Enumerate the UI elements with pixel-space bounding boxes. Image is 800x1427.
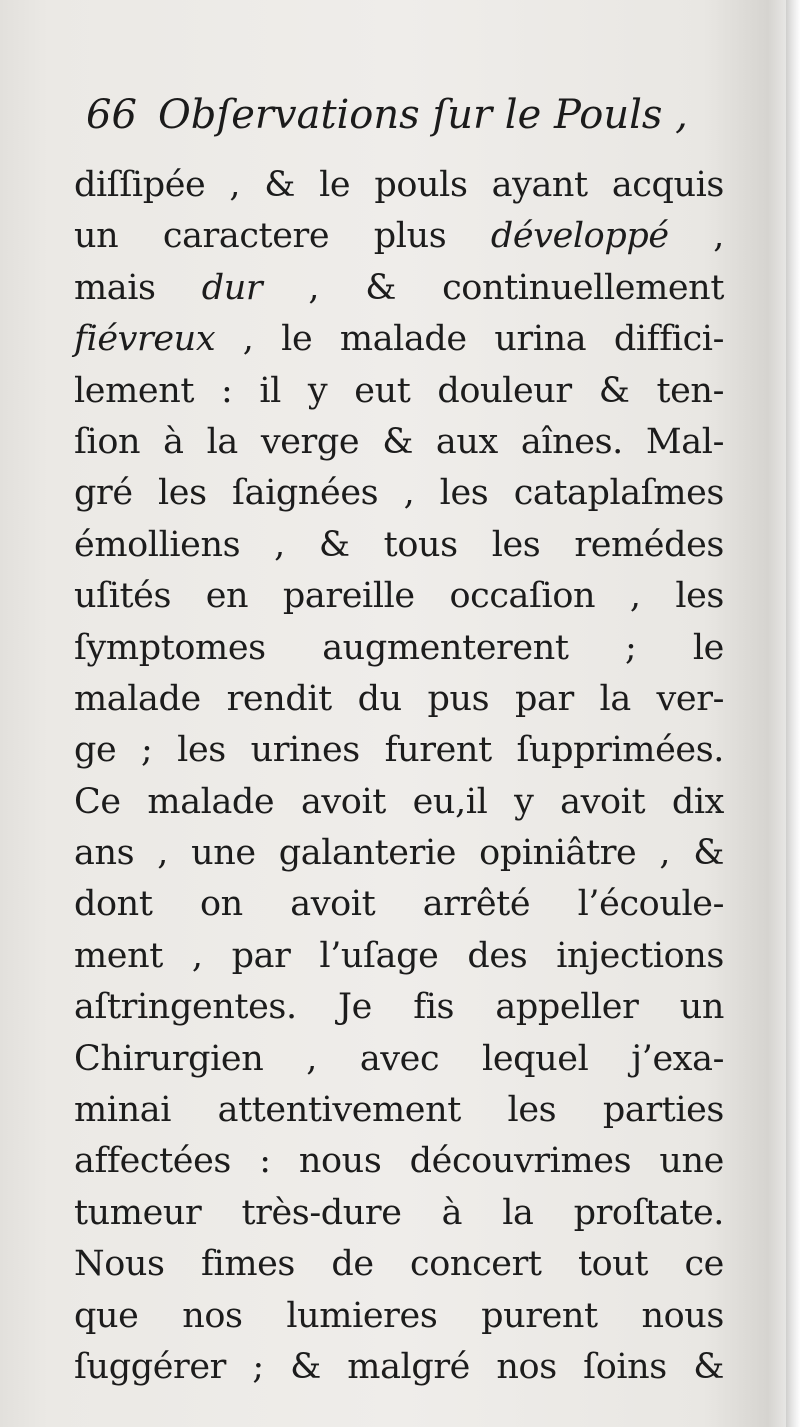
text-line [74, 366, 724, 417]
running-title: Obſervations ſur le Pouls , [158, 92, 688, 138]
text-line [74, 417, 724, 468]
body-text [74, 160, 724, 1387]
text-line [74, 1136, 724, 1187]
text-segment: dont on avoit arrêté l’écoule- [74, 884, 724, 925]
text-line [74, 879, 724, 930]
text-line [74, 1342, 724, 1393]
text-segment: un caractere plus [74, 216, 491, 257]
text-segment: que nos lumieres purent nous [74, 1295, 724, 1336]
text-line [74, 623, 724, 674]
text-segment: émolliens , & tous les remédes [74, 524, 724, 565]
text-segment: minai attentivement les parties [74, 1090, 724, 1131]
text-segment: affectées : nous découvrimes une [74, 1141, 724, 1182]
text-line [74, 674, 724, 725]
italic-text-segment: fiévreux [74, 319, 216, 360]
text-line [74, 1239, 724, 1290]
text-segment: Ce malade avoit eu,il y avoit dix [74, 781, 724, 822]
text-line [74, 160, 724, 211]
text-line [74, 1188, 724, 1239]
text-line [74, 520, 724, 571]
text-line [74, 1034, 724, 1085]
text-line [74, 211, 724, 262]
text-line [74, 725, 724, 776]
text-segment: ſuggérer ; & malgré nos ſoins & [74, 1346, 724, 1387]
text-segment: gré les ſaignées , les cataplaſmes [74, 473, 724, 514]
text-line [74, 263, 724, 314]
text-segment: ans , une galanterie opiniâtre , & [74, 833, 724, 874]
page-header [86, 92, 726, 162]
text-segment: mais [74, 267, 202, 308]
text-line [74, 931, 724, 982]
text-segment: , le malade urina diffici- [215, 319, 724, 360]
italic-text-segment: dur [201, 267, 263, 308]
text-segment: ſion à la verge & aux aînes. Mal- [74, 421, 724, 462]
text-line [74, 1085, 724, 1136]
text-line [74, 777, 724, 828]
text-segment: aſtringentes. Je fis appeller un [74, 987, 724, 1028]
text-line [74, 1291, 724, 1342]
text-segment: ment , par l’uſage des injections [74, 935, 724, 976]
text-segment: tumeur très-dure à la proſtate. [74, 1192, 724, 1233]
text-segment: uſités en pareille occaſion , les [74, 576, 724, 617]
text-segment: lement : il y eut douleur & ten- [74, 370, 724, 411]
text-segment: Chirurgien , avec lequel j’exa- [74, 1038, 724, 1079]
text-segment: , [668, 216, 724, 257]
text-line [74, 828, 724, 879]
text-line [74, 468, 724, 519]
text-line [74, 982, 724, 1033]
text-segment: ge ; les urines furent ſupprimées. [74, 730, 724, 771]
text-segment: Nous fimes de concert tout ce [74, 1244, 724, 1285]
text-line [74, 314, 724, 365]
text-segment: malade rendit du pus par la ver- [74, 678, 724, 719]
text-segment: , & continuellement [262, 267, 724, 308]
page-number: 66 [86, 92, 137, 138]
text-line [74, 571, 724, 622]
text-segment: ſymptomes augmenterent ; le [74, 627, 724, 668]
text-segment: diſſipée , & le pouls ayant acquis [74, 165, 724, 205]
italic-text-segment: développé [490, 216, 669, 257]
